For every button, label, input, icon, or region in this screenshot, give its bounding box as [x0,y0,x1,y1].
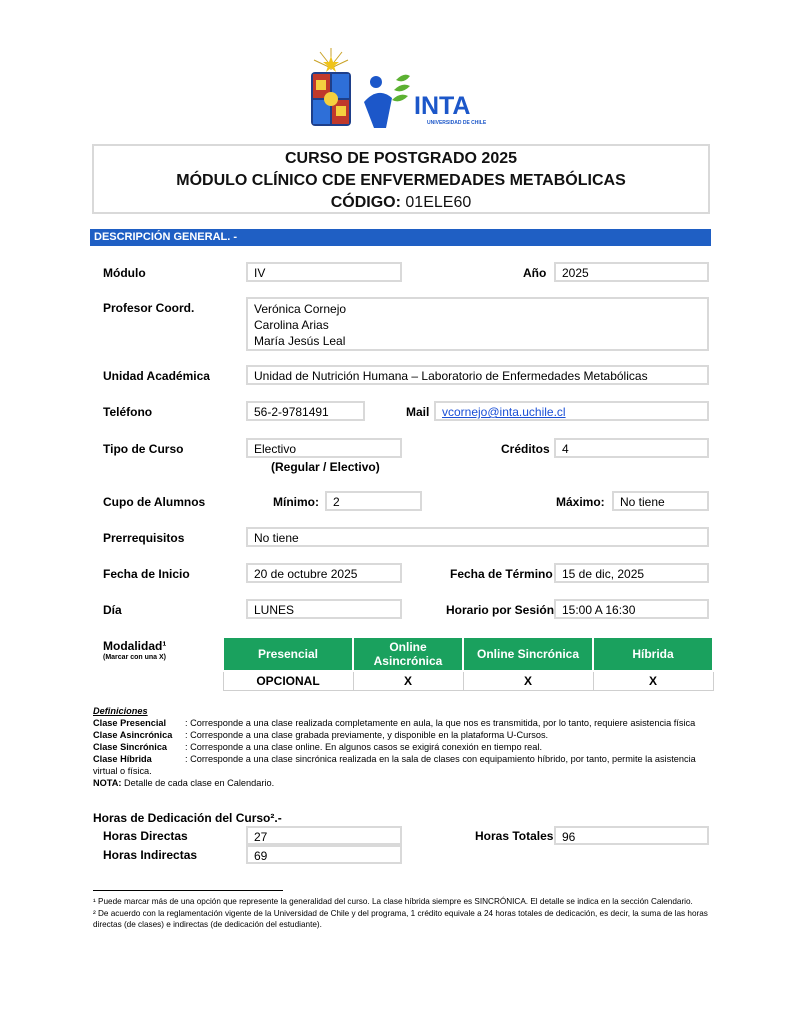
modalidad-value-asincronica[interactable]: X [353,671,463,691]
horas-directas-label: Horas Directas [103,829,188,843]
telefono-label: Teléfono [103,405,153,419]
definicion-term: Clase Sincrónica [93,742,168,752]
definicion-term: Clase Presencial [93,718,167,728]
creditos-label: Créditos [501,442,550,456]
footnote-divider [93,890,283,891]
profesor-name: María Jesús Leal [254,334,346,348]
dia-field[interactable]: LUNES [246,599,402,619]
course-code [94,192,708,214]
horas-totales-label: Horas Totales [475,829,554,843]
mail-label: Mail [406,405,430,419]
definicion-term: Clase Asincrónica [93,730,173,740]
footnote-2: ² De acuerdo con la reglamentación vigente de la Universidad de Chile y del programa, 1 crédito equivale a 24 horas totales de dedicación, es decir, la suma de las horas directas (de clases) e indirectas (de dedicación del estudiante). [93,909,708,929]
dia-label: Día [103,603,122,617]
nota [93,777,713,789]
definicion-term: Clase Híbrida [93,754,152,764]
inta-logo-subtext: UNIVERSIDAD DE CHILE [427,120,487,126]
title-line-1: CURSO DE POSTGRADO 2025 [284,150,518,167]
nota-text: Detalle de cada clase en Calendario. [121,778,275,788]
modalidad-value-presencial[interactable]: OPCIONAL [223,671,353,691]
profesor-name: Verónica Cornejo [254,302,347,316]
creditos-field[interactable]: 4 [554,438,709,458]
minimo-label: Mínimo: [273,495,319,509]
definicion-item [93,741,713,753]
definicion-continuation: virtual o física. [93,766,152,776]
tipo-curso-label: Tipo de Curso [103,442,184,456]
cupo-label: Cupo de Alumnos [103,495,206,509]
modalidad-header-sincronica: Online Sincrónica [463,637,593,671]
maximo-field[interactable]: No tiene [612,491,709,511]
code-value: 01ELE60 [405,194,472,211]
horas-title: Horas de Dedicación del Curso².- [93,811,282,825]
definiciones-title: Definiciones [93,706,148,716]
horas-indirectas-label: Horas Indirectas [103,848,198,862]
inta-logo [360,72,492,130]
course-title-box [92,144,710,214]
anio-field[interactable]: 2025 [554,262,709,282]
prerrequisitos-label: Prerrequisitos [103,531,185,545]
modalidad-header-asincronica: Online Asincrónica [353,637,463,671]
definicion-text: : Corresponde a una clase online. En algunos casos se exigirá conexión en tiempo real. [185,742,542,752]
modulo-field[interactable]: IV [246,262,402,282]
mail-field[interactable] [434,401,709,421]
modalidad-hint: (Marcar con una X) [103,654,167,661]
mail-link[interactable]: vcornejo@inta.uchile.cl [442,405,566,419]
modulo-label: Módulo [103,266,146,280]
modalidad-header-presencial: Presencial [223,637,353,671]
profesor-label: Profesor Coord. [103,301,195,315]
maximo-label: Máximo: [556,495,605,509]
university-seal-logo [308,46,354,130]
definicion-text: : Corresponde a una clase realizada completamente en aula, la que nos es transmitida, por lo tanto, requiere asistencia física [185,718,696,728]
tipo-curso-hint: (Regular / Electivo) [271,460,380,474]
modalidad-label: Modalidad¹ [103,639,167,653]
horas-totales-field[interactable]: 96 [554,826,709,845]
telefono-field[interactable]: 56-2-9781491 [246,401,365,421]
unidad-field[interactable]: Unidad de Nutrición Humana – Laboratorio de Enfermedades Metabólicas [246,365,709,385]
fecha-termino-label: Fecha de Término [450,567,553,581]
title-line-2: MÓDULO CLÍNICO CDE ENFVERMEDADES METABÓLICAS [176,172,626,189]
definicion-item [93,729,713,741]
unidad-label: Unidad Académica [103,369,210,383]
definicion-text: : Corresponde a una clase grabada previamente, y disponible en la plataforma U-Cursos. [185,730,549,740]
horario-field[interactable]: 15:00 A 16:30 [554,599,709,619]
footnote-1: ¹ Puede marcar más de una opción que represente la generalidad del curso. La clase híbrida siempre es SINCRÓNICA. El detalle se indica en la sección Calendario. [93,897,693,906]
profesor-name: Carolina Arias [254,318,329,332]
anio-label: Año [523,266,547,280]
tipo-curso-field[interactable]: Electivo [246,438,402,458]
modalidad-table [222,636,714,691]
nota-label: NOTA: [93,778,122,788]
minimo-field[interactable]: 2 [325,491,422,511]
profesor-field[interactable] [246,297,709,351]
definicion-item [93,717,713,729]
horas-indirectas-field[interactable]: 69 [246,845,402,864]
horas-directas-field[interactable]: 27 [246,826,402,845]
code-label: CÓDIGO: [330,194,401,211]
fecha-inicio-label: Fecha de Inicio [103,567,190,581]
definicion-item [93,753,713,765]
horario-label: Horario por Sesión [446,603,555,617]
definiciones-section [93,705,713,789]
prerrequisitos-field[interactable]: No tiene [246,527,709,547]
modalidad-value-hibrida[interactable]: X [593,671,713,691]
modalidad-header-hibrida: Híbrida [593,637,713,671]
modalidad-value-sincronica[interactable]: X [463,671,593,691]
fecha-inicio-field[interactable]: 20 de octubre 2025 [246,563,402,583]
inta-logo-text: INTA [414,92,471,120]
definicion-text: : Corresponde a una clase sincrónica realizada en la sala de clases con equipamiento híbrido, por tanto, permite la asistencia [185,754,696,764]
fecha-termino-field[interactable]: 15 de dic, 2025 [554,563,709,583]
section-header-bar: DESCRIPCIÓN GENERAL. - [90,229,711,246]
